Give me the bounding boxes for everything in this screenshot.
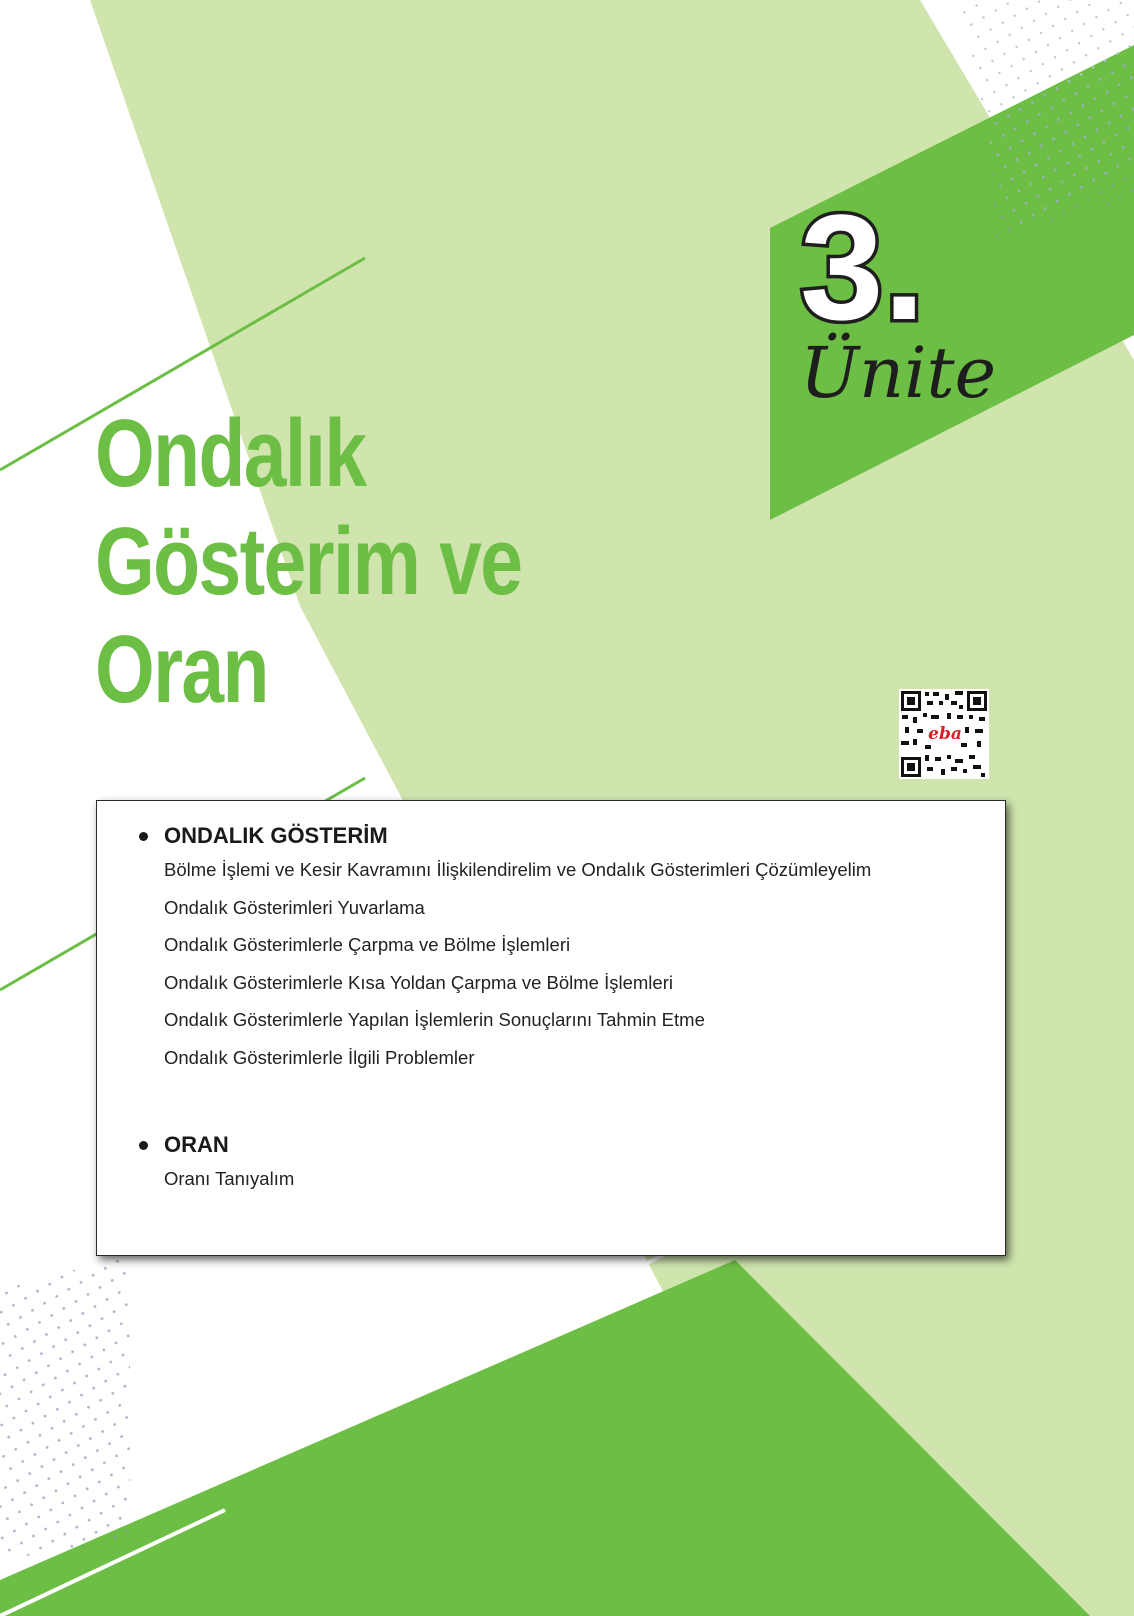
chapter-title-line: Ondalık [95,400,366,507]
unit-label: Ünite [800,332,997,414]
contents-section [139,821,871,1077]
topic-item: Ondalık Gösterimlerle İlgili Problemler [164,1046,475,1068]
topic-item: Ondalık Gösterimlerle Kısa Yoldan Çarpma ve Bölme İşlemleri [164,971,673,993]
section-heading [139,821,871,851]
topic-item: Ondalık Gösterimlerle Yapılan İşlemlerin Sonuçlarını Tahmin Etme [164,1009,705,1031]
topic-item: Oranı Tanıyalım [164,1168,295,1189]
contents-section [139,1130,294,1198]
eba-logo-text: eba [928,724,962,744]
qr-code[interactable] [899,689,989,779]
bullet-icon [139,1141,148,1150]
chapter-title [95,400,521,724]
topic-item: Ondalık Gösterimleri Yuvarlama [164,896,425,918]
topic-item: Ondalık Gösterimlerle Çarpma ve Bölme İşlemleri [164,934,571,956]
topic-list [139,851,871,1077]
chapter-title-line: Gösterim ve [95,508,522,615]
bullet-icon [139,832,148,841]
topic-list [139,1160,294,1198]
section-heading-text: ORAN [164,1132,229,1157]
dot-texture-bottom-left [0,1255,130,1560]
section-heading [139,1130,294,1160]
topic-item: Bölme İşlemi ve Kesir Kavramını İlişkilendirelim ve Ondalık Gösterimleri Çözümleyelim [164,859,872,880]
unit-number: 3. [800,183,926,351]
chapter-title-line: Oran [95,616,268,723]
section-heading-text: ONDALIK GÖSTERİM [164,823,388,848]
contents-box [96,800,1006,1256]
